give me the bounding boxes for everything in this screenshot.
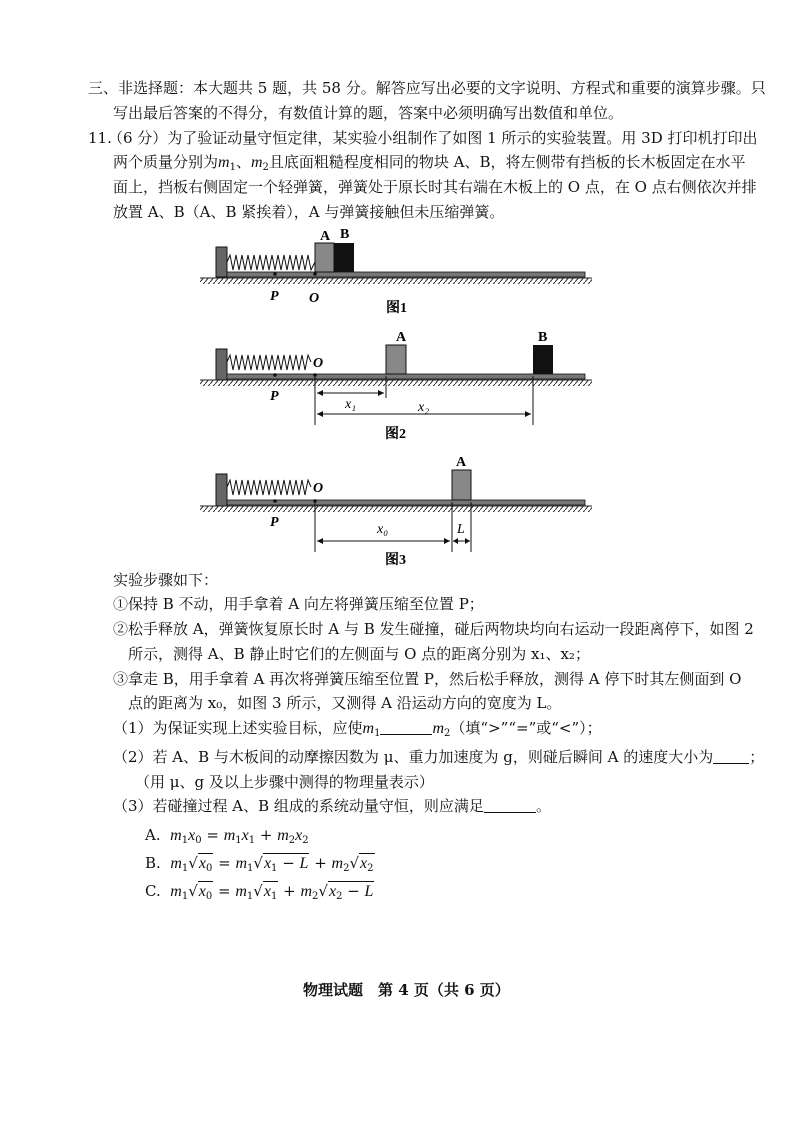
label-b: B	[538, 330, 548, 345]
subquestion-2: （2）若 A、B 与木板间的动摩擦因数为 μ、重力加速度为 g，则碰后瞬间 A 的速度大小为 ；	[113, 748, 765, 766]
figure-2-caption: 图2	[385, 427, 406, 442]
answer-blank-2[interactable]	[713, 749, 749, 764]
steps-title: 实验步骤如下：	[113, 571, 219, 589]
label-p: P	[270, 389, 279, 404]
question-intro-1: （6 分）为了验证动量守恒定律，某实验小组制作了如图 1 所示的实验装置。用 3D 打印机打印出	[108, 129, 758, 147]
block-a	[452, 470, 471, 500]
q3-text: （3）若碰撞过程 A、B 组成的系统动量守恒，则应满足	[113, 797, 484, 815]
q1-text: （1）为保证实现上述实验目标，应使	[113, 719, 363, 737]
page-footer: 物理试题 第 4 页（共 6 页）	[303, 981, 510, 999]
figure-2	[200, 330, 592, 442]
question-number: 11.	[88, 129, 112, 147]
option-label: B.	[145, 854, 161, 872]
label-x2: x₂	[418, 400, 430, 415]
option-b[interactable]: B. $m_1√x_0 = m_1√x_1 - L + m_2√x_2$	[145, 854, 374, 874]
q1-hint: （填“>”“=”或“<”）；	[450, 719, 602, 737]
label-a: A	[396, 330, 407, 345]
block-b	[533, 345, 553, 374]
spring	[227, 480, 311, 495]
answer-blank-1[interactable]	[380, 720, 432, 735]
figure-1	[200, 227, 592, 316]
section-header-line2: 写出最后答案的不得分，有数值计算的题，答案中必须明确写出数值和单位。	[113, 104, 624, 122]
option-c[interactable]: C. $m_1√x_0 = m_1√x_1 + m_2√x_2 - L$	[145, 882, 374, 902]
label-a: A	[456, 455, 467, 470]
step-1: ①保持 B 不动，用手拿着 A 向左将弹簧压缩至位置 P；	[113, 595, 484, 613]
step-2-line1: ②松手释放 A，弹簧恢复原长时 A 与 B 发生碰撞，碰后两物块均向右运动一段距离停下，如图 2	[113, 620, 754, 638]
subquestion-3: （3）若碰撞过程 A、B 组成的系统动量守恒，则应满足 。	[113, 797, 551, 815]
q2-text: （2）若 A、B 与木板间的动摩擦因数为 μ、重力加速度为 g，则碰后瞬间 A 的速度大小为	[113, 748, 714, 766]
answer-blank-3[interactable]	[484, 798, 536, 813]
spring	[227, 255, 315, 270]
label-p: P	[270, 289, 279, 304]
label-p: P	[270, 515, 279, 530]
block-a	[386, 345, 406, 374]
question-intro-3: 面上，挡板右侧固定一个轻弹簧，弹簧处于原长时其右端在木板上的 O 点，在 O 点右侧依次并排	[113, 178, 757, 196]
intro-text: 两个质量分别为	[113, 153, 219, 171]
question-intro-2: 两个质量分别为$m_1$、$m_2$且底面粗糙程度相同的物块 A、B，将左侧带有挡板的长木板固定在水平	[113, 153, 746, 173]
label-o: O	[313, 481, 324, 496]
step-3-line2: 点的距离为 x₀，如图 3 所示，又测得 A 沿运动方向的宽度为 L。	[128, 694, 562, 712]
spring	[227, 355, 311, 370]
subquestion-1: （1）为保证实现上述实验目标，应使$m_1$ $m_2$（填“>”“=”或“<”）；	[113, 719, 602, 739]
option-label: A.	[145, 826, 161, 844]
figure-3-caption: 图3	[385, 553, 406, 568]
label-l: L	[457, 522, 465, 537]
section-header-line1: 三、非选择题：本大题共 5 题，共 58 分。解答应写出必要的文字说明、方程式和重要的演算步骤。只	[88, 79, 766, 97]
label-x1: x₁	[345, 397, 357, 412]
label-o: O	[313, 356, 324, 371]
question-intro-4: 放置 A、B（A、B 紧挨着），A 与弹簧接触但未压缩弹簧。	[113, 203, 505, 221]
step-3-line1: ③拿走 B，用手拿着 A 再次将弹簧压缩至位置 P，然后松手释放，测得 A 停下时其左侧面到 O	[113, 670, 742, 688]
block-b	[334, 243, 354, 272]
label-a: A	[320, 229, 331, 244]
label-x0: x₀	[377, 522, 389, 537]
option-a[interactable]: A. $m_1x_0 = m_1x_1 + m_2x_2$	[145, 826, 309, 846]
intro-text: 且底面粗糙程度相同的物块 A、B，将左侧带有挡板的长木板固定在水平	[268, 153, 746, 171]
label-b: B	[340, 227, 350, 242]
block-a	[315, 243, 334, 272]
label-o: O	[309, 291, 320, 306]
figure-3	[200, 455, 592, 568]
subquestion-2-hint: （用 μ、g 及以上步骤中测得的物理量表示）	[135, 773, 434, 791]
step-2-line2: 所示，测得 A、B 静止时它们的左侧面与 O 点的距离分别为 x₁、x₂；	[128, 645, 590, 663]
option-label: C.	[145, 882, 161, 900]
figure-1-caption: 图1	[386, 301, 407, 316]
